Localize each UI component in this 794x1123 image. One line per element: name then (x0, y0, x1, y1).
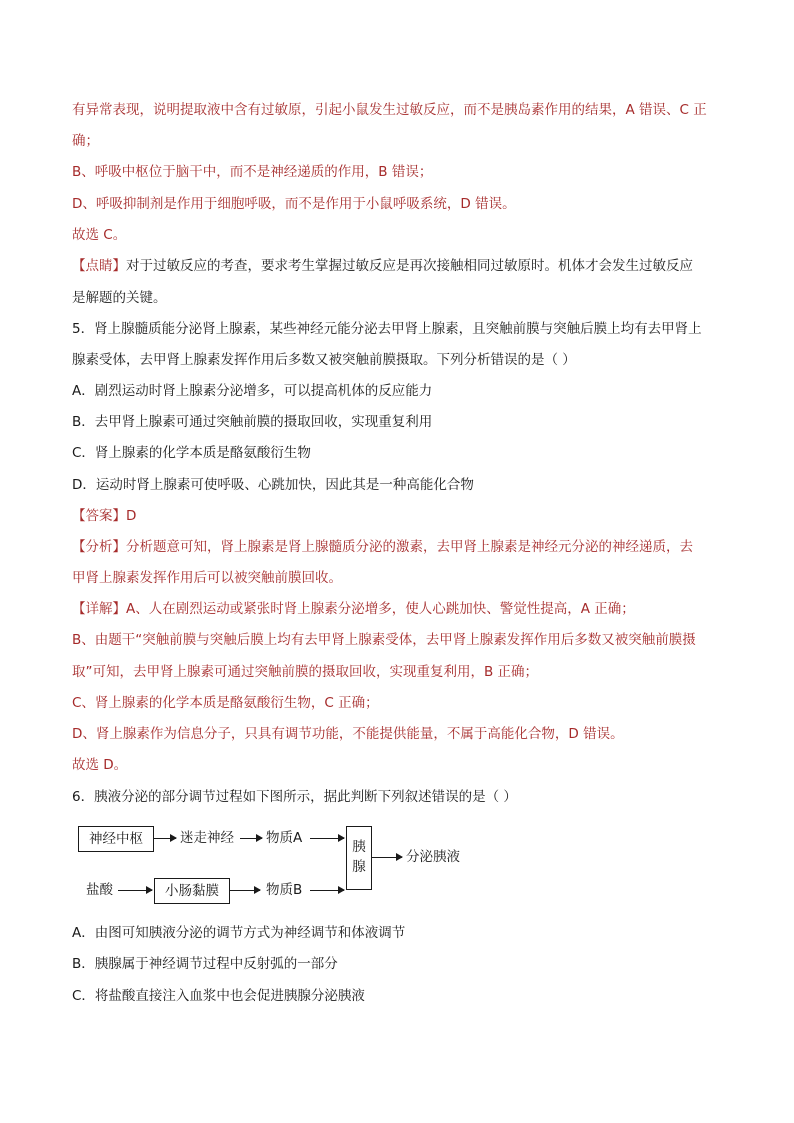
detail-text: A、人在剧烈运动或紧张时肾上腺素分泌增多，使人心跳加快、警觉性提高，A 正确； (126, 601, 635, 617)
arrow (230, 890, 260, 891)
analysis-line: 甲肾上腺素发挥作用后可以被突触前膜回收。 (72, 570, 342, 586)
arrow (118, 890, 152, 891)
detail-line (72, 600, 635, 618)
arrow (310, 890, 344, 891)
option-c: C．将盐酸直接注入血浆中也会促进胰腺分泌胰液 (72, 988, 365, 1004)
answer-text: D (126, 508, 137, 524)
comment-tag: 【点睛】 (72, 258, 126, 274)
detail-line: B、由题干“突触前膜与突触后膜上均有去甲肾上腺素受体，去甲肾上腺素发挥作用后多数又被突触前膜摄 (72, 632, 696, 648)
text-line: 确； (72, 133, 99, 149)
question-5-stem: 腺素受体，去甲肾上腺素发挥作用后多数又被突触前膜摄取。下列分析错误的是（ ） (72, 352, 576, 368)
option-c: C．肾上腺素的化学本质是酪氨酸衍生物 (72, 445, 311, 461)
question-6-stem: 6．胰液分泌的部分调节过程如下图所示，据此判断下列叙述错误的是（ ） (72, 789, 517, 805)
pancreas-char: 腺 (352, 859, 366, 875)
comment-text: 对于过敏反应的考查，要求考生掌握过敏反应是再次接触相同过敏原时。机体才会发生过敏反应 (126, 258, 693, 274)
question-5-stem: 5．肾上腺髓质能分泌肾上腺素，某些神经元能分泌去甲肾上腺素，且突触前膜与突触后膜上均有去甲肾上 (72, 321, 702, 337)
text-line: 有异常表现，说明提取液中含有过敏原，引起小鼠发生过敏反应，而不是胰岛素作用的结果，A 错误、C 正 (72, 102, 707, 118)
regulation-diagram (72, 818, 492, 914)
secrete-label: 分泌胰液 (406, 849, 460, 865)
option-b: B．去甲肾上腺素可通过突触前膜的摄取回收，实现重复利用 (72, 414, 433, 430)
option-a: A．剧烈运动时肾上腺素分泌增多，可以提高机体的反应能力 (72, 383, 433, 399)
acid-label: 盐酸 (86, 882, 113, 898)
answer-tag: 【答案】 (72, 508, 126, 524)
text-line: B、呼吸中枢位于脑干中，而不是神经递质的作用，B 错误； (72, 164, 433, 180)
text-line: D、呼吸抑制剂是作用于细胞呼吸，而不是作用于小鼠呼吸系统，D 错误。 (72, 196, 516, 212)
option-a: A．由图可知胰液分泌的调节方式为神经调节和体液调节 (72, 925, 406, 941)
nerve-center-box: 神经中枢 (78, 826, 154, 852)
option-d: D．运动时肾上腺素可使呼吸、心跳加快，因此其是一种高能化合物 (72, 477, 474, 493)
analysis-line (72, 538, 693, 556)
arrow (240, 838, 262, 839)
detail-line: D、肾上腺素作为信息分子，只具有调节功能，不能提供能量，不属于高能化合物，D 错误。 (72, 726, 624, 742)
intestine-box: 小肠黏膜 (154, 878, 230, 904)
arrow (372, 857, 402, 858)
analysis-tag: 【分析】 (72, 539, 126, 555)
text-line: 故选 C。 (72, 227, 127, 243)
substance-b-label: 物质B (266, 882, 303, 898)
option-b: B．胰腺属于神经调节过程中反射弧的一部分 (72, 956, 338, 972)
text-line: 是解题的关键。 (72, 290, 167, 306)
analysis-text: 分析题意可知，肾上腺素是肾上腺髓质分泌的激素，去甲肾上腺素是神经元分泌的神经递质，去 (126, 539, 693, 555)
substance-a-label: 物质A (266, 830, 303, 846)
detail-line: C、肾上腺素的化学本质是酪氨酸衍生物，C 正确； (72, 695, 379, 711)
comment-line (72, 257, 693, 275)
detail-line: 取”可知，去甲肾上腺素可通过突触前膜的摄取回收，实现重复利用，B 正确； (72, 664, 539, 680)
pancreas-box (346, 826, 372, 890)
arrow (154, 838, 176, 839)
answer-line (72, 507, 136, 525)
vagus-nerve-label: 迷走神经 (180, 830, 234, 846)
detail-tag: 【详解】 (72, 601, 126, 617)
detail-line: 故选 D。 (72, 757, 128, 773)
pancreas-char: 胰 (352, 839, 366, 855)
arrow (310, 838, 344, 839)
